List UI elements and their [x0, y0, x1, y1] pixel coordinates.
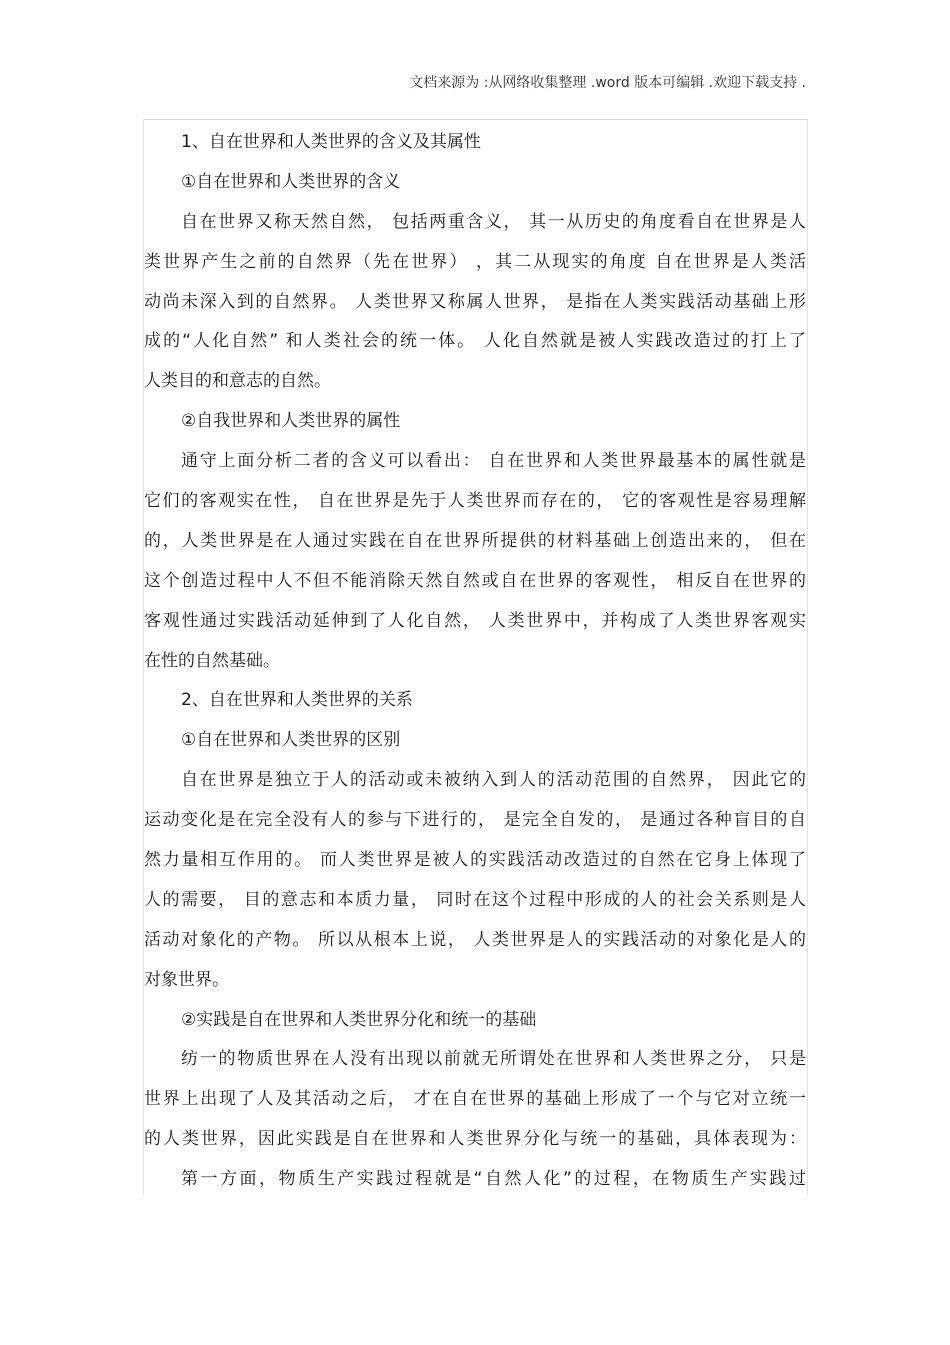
text-line: 客观性通过实践活动延伸到了人化自然， 人类世界中，并构成了人类世界客观实	[144, 610, 806, 631]
text-line: 在性的自然基础。	[144, 650, 280, 671]
text-line: 对象世界。	[144, 969, 229, 990]
text-line: 自在世界又称天然自然， 包括两重含义， 其一从历史的角度看自在世界是人	[181, 211, 806, 232]
text-line: 然力量相互作用的。 而人类世界是被人的实践活动改造过的自然在它身上体现了	[144, 850, 806, 871]
text-line: ①自在世界和人类世界的区别	[181, 730, 401, 751]
text-line: 第一方面，物质生产实践过程就是“自然人化”的过程，在物质生产实践过	[181, 1169, 806, 1190]
text-line: 纺一的物质世界在人没有出现以前就无所谓处在世界和人类世界之分， 只是	[181, 1049, 806, 1070]
text-line: 人类目的和意志的自然。	[144, 371, 331, 392]
text-line: 2、自在世界和人类世界的关系	[181, 690, 413, 711]
text-line: 1、自在世界和人类世界的含义及其属性	[181, 132, 481, 152]
text-line: 的人类世界，因此实践是自在世界和人类世界分化与统一的基础，具体表现为：	[144, 1129, 806, 1150]
document-source-note: 文档来源为 :从网络收集整理 .word 版本可编辑 .欢迎下载支持 .	[409, 75, 806, 91]
text-line: 人的需要， 目的意志和本质力量， 同时在这个过程中形成的人的社会关系则是人	[144, 889, 806, 910]
text-line: 类世界产生之前的自然界（先在世界） ，其二从现实的角度 自在世界是人类活	[144, 251, 806, 272]
text-line: ①自在世界和人类世界的含义	[181, 171, 401, 192]
text-line: 世界上出现了人及其活动之后， 才在自在世界的基础上形成了一个与它对立统一	[144, 1089, 806, 1110]
text-line: 自在世界是独立于人的活动或未被纳入到人的活动范围的自然界， 因此它的	[181, 770, 806, 791]
text-line: 动尚未深入到的自然界。 人类世界又称属人世界， 是指在人类实践活动基础上形	[144, 291, 806, 312]
text-line: 活动对象化的产物。 所以从根本上说， 人类世界是人的实践活动的对象化是人的	[144, 929, 806, 950]
text-line: 通守上面分析二者的含义可以看出： 自在世界和人类世界最基本的属性就是	[181, 451, 806, 472]
text-line: ②自我世界和人类世界的属性	[181, 411, 401, 432]
document-body	[144, 123, 806, 1200]
text-line: 的，人类世界是在人通过实践在自在世界所提供的材料基础上创造出来的， 但在	[144, 530, 806, 551]
text-line: ②实践是自在世界和人类世界分化和统一的基础	[181, 1009, 537, 1030]
text-line: 成的“人化自然” 和人类社会的统一体。 人化自然就是被人实践改造过的打上了	[144, 331, 806, 352]
text-line: 这个创造过程中人不但不能消除天然自然或自在世界的客观性， 相反自在世界的	[144, 570, 806, 591]
text-line: 运动变化是在完全没有人的参与下进行的， 是完全自发的， 是通过各种盲目的自	[144, 810, 806, 831]
text-line: 它们的客观实在性， 自在世界是先于人类世界而存在的， 它的客观性是容易理解	[144, 491, 806, 512]
